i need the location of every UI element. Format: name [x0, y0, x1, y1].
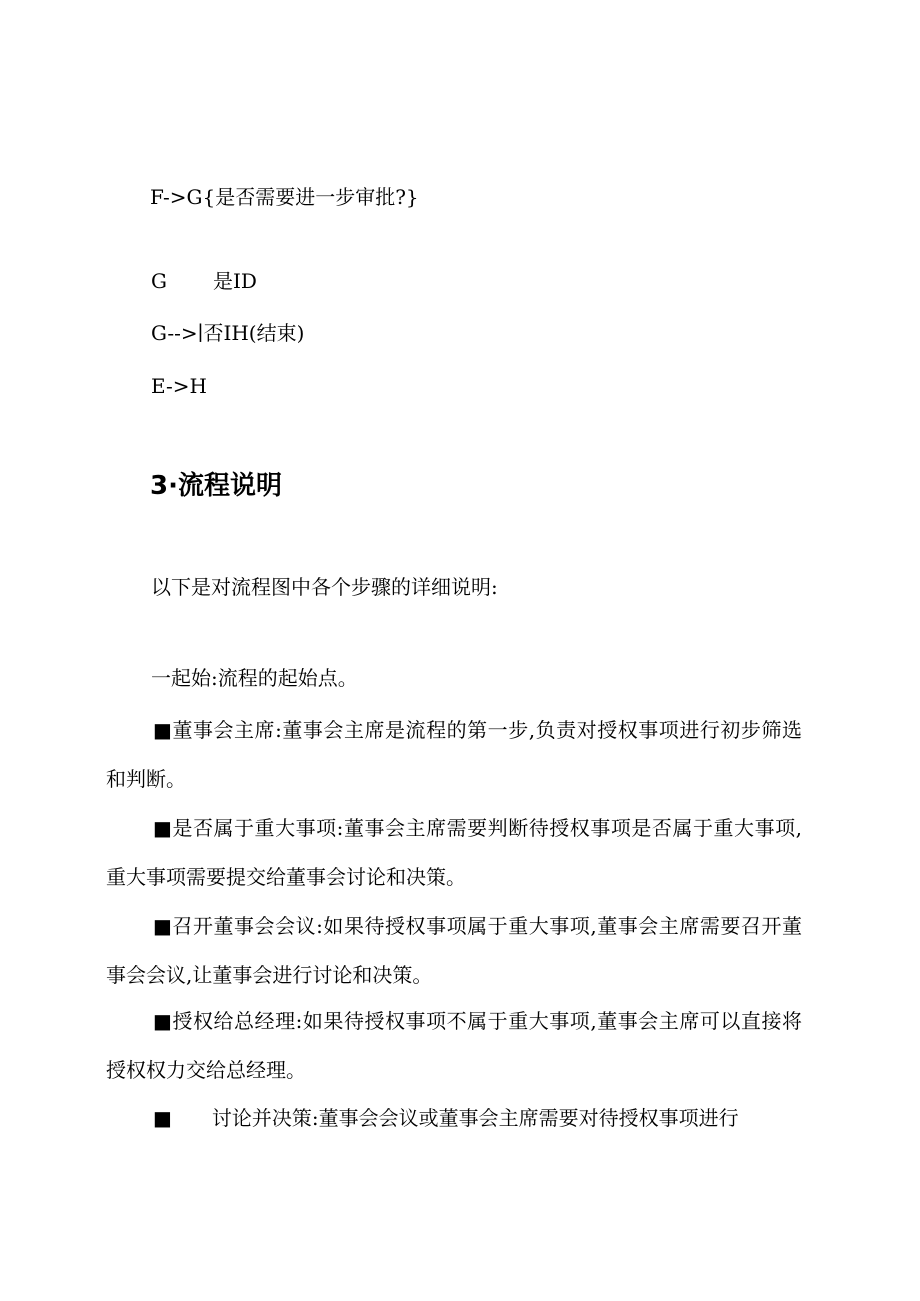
section-intro: 以下是对流程图中各个步骤的详细说明:: [151, 575, 498, 599]
flow-line-f-g: F->G{是否需要进一步审批?}: [150, 185, 419, 209]
bullet-square-icon: ■: [153, 1009, 173, 1033]
flow-line-g-no: G-->∣否IH(结束): [151, 321, 305, 345]
flow-line-e-h: E->H: [151, 374, 207, 398]
list-item-major-matter: ■是否属于重大事项:董事会主席需要判断待授权事项是否属于重大事项,重大事项需要提交给董事会讨论和决策。: [106, 816, 802, 889]
bullet-square-icon: ■: [153, 718, 173, 742]
list-item-authorize-gm: ■授权给总经理:如果待授权事项不属于重大事项,董事会主席可以直接将授权权力交给总经理。: [106, 1009, 802, 1082]
section-heading: 3·流程说明: [150, 471, 282, 501]
start-step: 一起始:流程的起始点。: [151, 666, 358, 690]
list-item-discuss-decide: ■ 讨论并决策:董事会会议或董事会主席需要对待授权事项进行: [153, 1106, 739, 1130]
list-item-chairman: ■董事会主席:董事会主席是流程的第一步,负责对授权事项进行初步筛选和判断。: [106, 718, 802, 791]
flow-line-g-yes: G 是ID: [151, 269, 257, 293]
list-item-board-meeting: ■召开董事会会议:如果待授权事项属于重大事项,董事会主席需要召开董事会会议,让董事会进行讨论和决策。: [106, 914, 802, 987]
bullet-square-icon: ■: [153, 1106, 172, 1130]
bullet-square-icon: ■: [153, 816, 173, 840]
bullet-square-icon: ■: [153, 914, 173, 938]
